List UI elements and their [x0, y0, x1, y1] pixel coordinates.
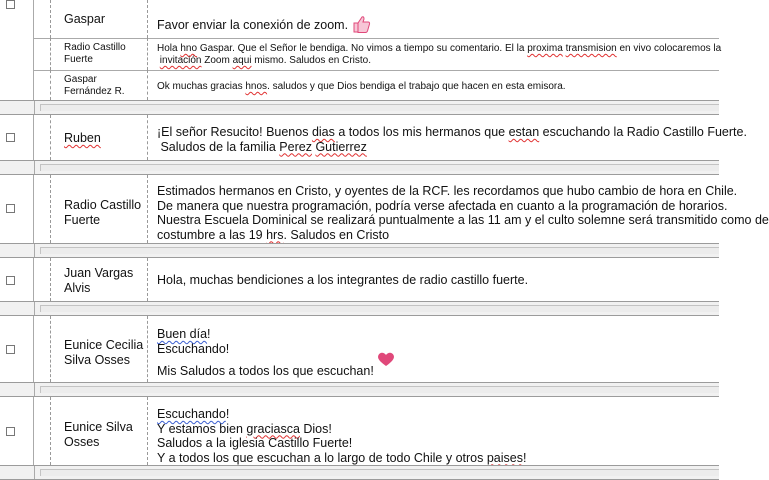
message-text: Ok muchas gracias hnos. saludos y que Dios bendiga el trabajo que hacen en esta emisora.	[157, 81, 566, 92]
author-name-line: Silva Osses	[64, 352, 130, 367]
author-name-line: Eunice Silva	[64, 420, 133, 434]
author-cell	[51, 115, 148, 160]
message-line: Buen día!	[157, 327, 211, 341]
message-line: Saludos a la iglesia Castillo Fuerte!	[157, 436, 353, 450]
author-name-line: Fuerte	[64, 53, 93, 65]
comment-row-6	[0, 258, 719, 301]
row-checkbox[interactable]	[6, 0, 15, 9]
message-line: Estimados hermanos en Cristo, y oyentes de la RCF. les recordamos que hubo cambio de hora en Chile.	[157, 184, 738, 198]
row-checkbox-cell	[0, 0, 34, 38]
message-line: Y estamos bien graciasca Dios!	[157, 421, 332, 436]
row-checkbox[interactable]	[6, 276, 15, 285]
author-name-line: Fuerte	[64, 212, 101, 227]
author-name-line: Alvis	[64, 280, 91, 295]
row-separator	[0, 243, 719, 258]
message-line: Y a todos los que escuchan a lo largo de todo Chile y otros paises!	[157, 450, 527, 465]
message-cell	[148, 397, 719, 465]
message-cell	[148, 0, 719, 38]
author-cell	[51, 316, 148, 382]
author-name: Gaspar	[64, 12, 105, 26]
comment-row-1	[0, 0, 719, 38]
comment-row-4	[0, 115, 747, 160]
message-line: Escuchando!	[157, 341, 230, 356]
message-text: Favor enviar la conexión de zoom.	[157, 18, 349, 33]
comment-row-8	[0, 397, 719, 465]
row-separator	[0, 301, 719, 316]
author-name-line: Fernández R.	[64, 85, 125, 97]
row-separator	[0, 100, 719, 115]
thumbs-up-icon	[352, 15, 372, 37]
author-cell	[51, 397, 148, 465]
row-checkbox[interactable]	[6, 427, 15, 436]
author-cell	[51, 175, 148, 243]
message-cell	[148, 70, 719, 100]
message-cell	[148, 316, 719, 382]
message-line: Saludos de la familia Perez Gutierrez	[157, 139, 367, 154]
comment-row-5	[0, 175, 769, 243]
row-checkbox[interactable]	[6, 345, 15, 354]
author-name: Ruben	[64, 131, 101, 145]
author-name-line: Osses	[64, 434, 100, 449]
author-name-line: Radio Castillo	[64, 42, 126, 53]
row-separator	[0, 382, 719, 397]
row-checkbox[interactable]	[6, 204, 15, 213]
author-name-line: Radio Castillo	[64, 198, 142, 212]
message-cell	[148, 175, 769, 243]
comment-row-2	[0, 38, 722, 70]
message-line: Mis Saludos a todos los que escuchan!	[157, 364, 395, 379]
message-line: De manera que nuestra programación, podría verse afectada en cuanto a la programación de horarios.	[157, 198, 728, 213]
author-cell	[51, 258, 148, 301]
message-line: costumbre a las 19 hrs. Saludos en Cristo	[157, 227, 390, 242]
row-separator	[0, 160, 719, 175]
row-checkbox[interactable]	[6, 133, 15, 142]
message-line: Hola hno Gaspar. Que el Señor le bendiga. No vimos a tiempo su comentario. El la proxima transmision en vivo colocaremos la	[157, 43, 722, 54]
comment-row-7	[0, 316, 719, 382]
message-cell	[148, 38, 722, 70]
row-separator	[0, 465, 719, 480]
message-line: invitación Zoom aqui mismo. Saludos en Cristo.	[159, 55, 372, 66]
author-cell	[51, 0, 148, 38]
message-cell	[148, 115, 747, 160]
message-line: Escuchando!	[157, 407, 230, 421]
heart-icon	[377, 352, 395, 371]
author-name-line: Juan Vargas	[64, 266, 134, 280]
message-line: ¡El señor Resucito! Buenos dias a todos los mis hermanos que estan escuchando la Radio Castillo Fuerte.	[157, 125, 747, 139]
author-cell	[51, 70, 148, 100]
message-cell	[148, 258, 719, 301]
comment-row-3	[0, 70, 719, 100]
author-cell	[51, 38, 148, 70]
message-line: Nuestra Escuela Dominical se realizará puntualmente a las 11 am y el culto solemne será transmitido como de	[157, 213, 769, 227]
author-name-line: Eunice Cecilia	[64, 338, 144, 352]
author-name-line: Gaspar	[64, 74, 97, 85]
message-text: Hola, muchas bendiciones a los integrantes de radio castillo fuerte.	[157, 273, 529, 287]
